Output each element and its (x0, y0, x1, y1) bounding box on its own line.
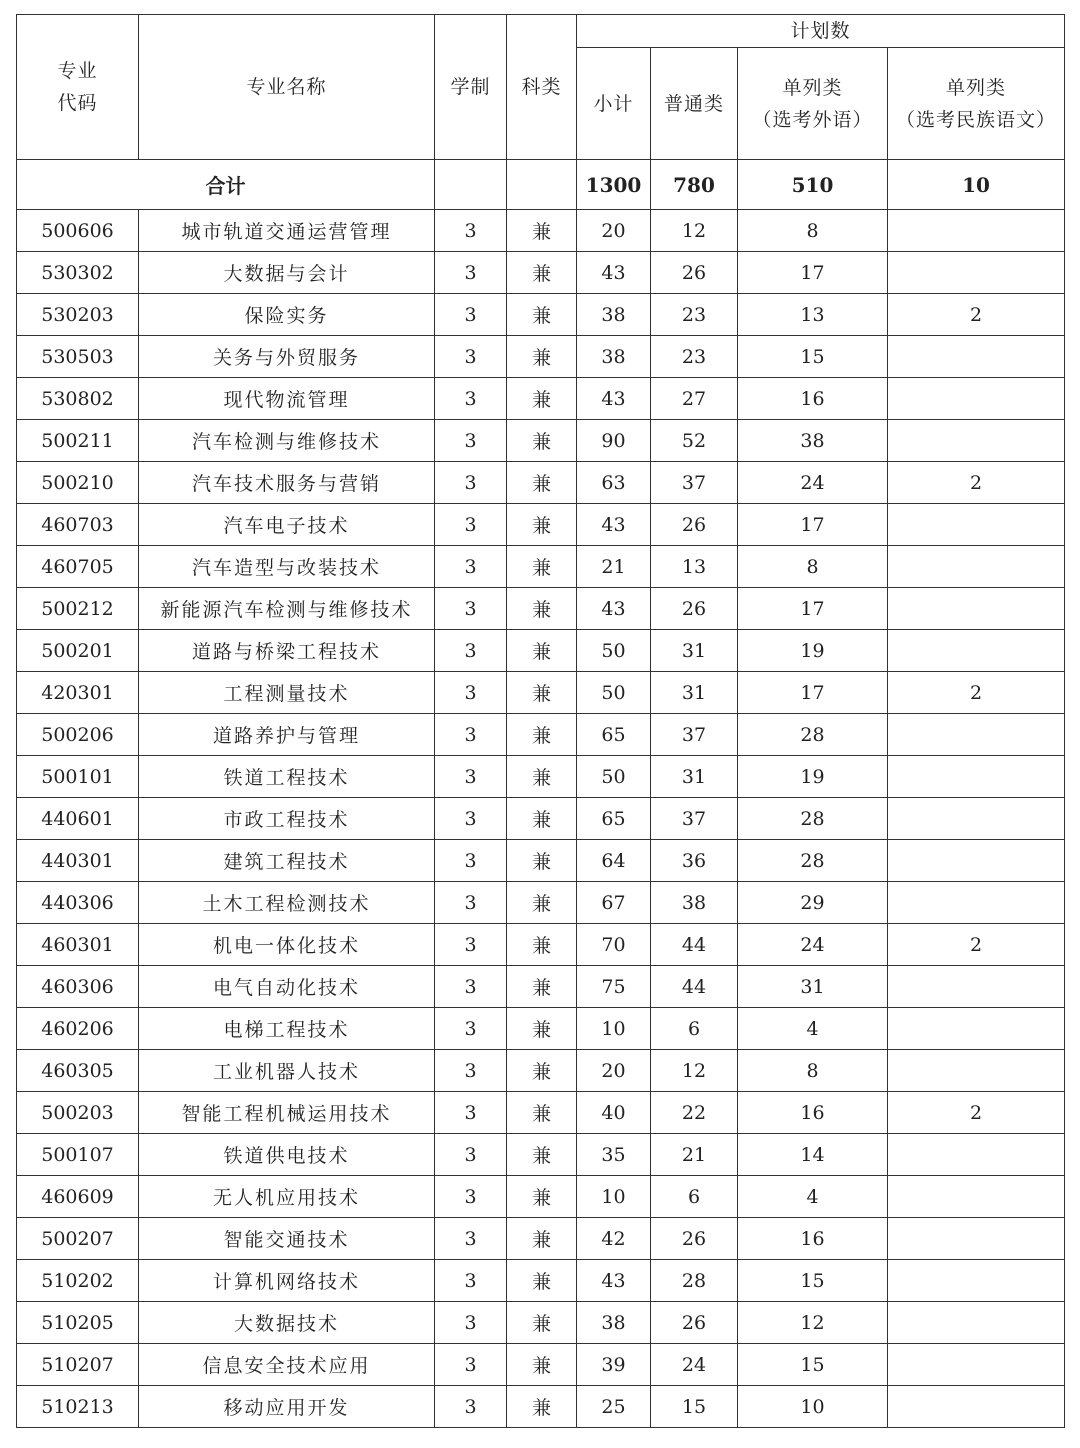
major-name-cell: 现代物流管理 (139, 378, 435, 420)
single-ethnic-cell (888, 1176, 1065, 1218)
header-duration: 学制 (435, 15, 507, 160)
subtotal-cell: 50 (577, 756, 651, 798)
subject-cell: 兼 (507, 462, 577, 504)
duration-cell: 3 (435, 1134, 507, 1176)
single-foreign-cell: 10 (738, 1386, 888, 1428)
enrollment-plan-table (16, 14, 1065, 1428)
table-row (17, 336, 1065, 378)
subtotal-cell: 10 (577, 1008, 651, 1050)
duration-cell: 3 (435, 966, 507, 1008)
subject-cell: 兼 (507, 924, 577, 966)
major-code-cell: 530802 (17, 378, 139, 420)
table-row (17, 588, 1065, 630)
subtotal-cell: 40 (577, 1092, 651, 1134)
regular-cell: 21 (651, 1134, 738, 1176)
regular-cell: 27 (651, 378, 738, 420)
major-code-cell: 510205 (17, 1302, 139, 1344)
regular-cell: 13 (651, 546, 738, 588)
subtotal-cell: 39 (577, 1344, 651, 1386)
single-foreign-cell: 8 (738, 546, 888, 588)
subject-cell: 兼 (507, 756, 577, 798)
subtotal-cell: 21 (577, 546, 651, 588)
major-code-cell: 510213 (17, 1386, 139, 1428)
regular-cell: 44 (651, 924, 738, 966)
table-row (17, 1008, 1065, 1050)
subject-cell: 兼 (507, 1386, 577, 1428)
duration-cell: 3 (435, 462, 507, 504)
single-foreign-cell: 4 (738, 1008, 888, 1050)
major-name-cell: 计算机网络技术 (139, 1260, 435, 1302)
single-ethnic-cell: 2 (888, 1092, 1065, 1134)
duration-cell: 3 (435, 1302, 507, 1344)
table-row (17, 1344, 1065, 1386)
subject-cell: 兼 (507, 1344, 577, 1386)
subject-cell: 兼 (507, 252, 577, 294)
table-row (17, 420, 1065, 462)
single-foreign-cell: 31 (738, 966, 888, 1008)
header-plan-count: 计划数 (577, 15, 1065, 48)
major-code-cell: 420301 (17, 672, 139, 714)
regular-cell: 22 (651, 1092, 738, 1134)
single-foreign-cell: 28 (738, 714, 888, 756)
duration-cell: 3 (435, 672, 507, 714)
header-regular: 普通类 (651, 48, 738, 160)
single-foreign-cell: 29 (738, 882, 888, 924)
subject-cell: 兼 (507, 588, 577, 630)
duration-cell: 3 (435, 252, 507, 294)
single-foreign-cell: 19 (738, 756, 888, 798)
regular-cell: 12 (651, 1050, 738, 1092)
subtotal-cell: 50 (577, 630, 651, 672)
regular-cell: 26 (651, 1218, 738, 1260)
subject-cell: 兼 (507, 840, 577, 882)
duration-cell: 3 (435, 798, 507, 840)
subject-cell: 兼 (507, 378, 577, 420)
subject-cell: 兼 (507, 798, 577, 840)
single-ethnic-cell (888, 882, 1065, 924)
subtotal-cell: 20 (577, 210, 651, 252)
subject-cell: 兼 (507, 210, 577, 252)
table-row (17, 294, 1065, 336)
major-code-cell: 500101 (17, 756, 139, 798)
subtotal-cell: 50 (577, 672, 651, 714)
major-name-cell: 新能源汽车检测与维修技术 (139, 588, 435, 630)
major-code-cell: 460705 (17, 546, 139, 588)
single-foreign-cell: 17 (738, 252, 888, 294)
single-ethnic-cell (888, 378, 1065, 420)
total-regular: 780 (651, 160, 738, 210)
duration-cell: 3 (435, 882, 507, 924)
single-ethnic-cell (888, 840, 1065, 882)
header-subtotal: 小计 (577, 48, 651, 160)
duration-cell: 3 (435, 336, 507, 378)
total-foreign: 510 (738, 160, 888, 210)
subtotal-cell: 43 (577, 1260, 651, 1302)
major-name-cell: 铁道供电技术 (139, 1134, 435, 1176)
major-code-cell: 500211 (17, 420, 139, 462)
subject-cell: 兼 (507, 966, 577, 1008)
single-ethnic-cell: 2 (888, 294, 1065, 336)
subtotal-cell: 70 (577, 924, 651, 966)
single-ethnic-cell (888, 546, 1065, 588)
regular-cell: 26 (651, 252, 738, 294)
total-row (17, 160, 1065, 210)
major-name-cell: 土木工程检测技术 (139, 882, 435, 924)
subtotal-cell: 90 (577, 420, 651, 462)
major-name-cell: 大数据技术 (139, 1302, 435, 1344)
single-ethnic-cell (888, 1386, 1065, 1428)
single-ethnic-cell: 2 (888, 924, 1065, 966)
single-foreign-cell: 19 (738, 630, 888, 672)
duration-cell: 3 (435, 1092, 507, 1134)
duration-cell: 3 (435, 1344, 507, 1386)
table-row (17, 1176, 1065, 1218)
regular-cell: 31 (651, 630, 738, 672)
single-foreign-cell: 4 (738, 1176, 888, 1218)
major-name-cell: 道路与桥梁工程技术 (139, 630, 435, 672)
major-name-cell: 市政工程技术 (139, 798, 435, 840)
subject-cell: 兼 (507, 1008, 577, 1050)
single-foreign-cell: 13 (738, 294, 888, 336)
single-ethnic-cell (888, 1050, 1065, 1092)
regular-cell: 37 (651, 462, 738, 504)
single-ethnic-cell (888, 420, 1065, 462)
subtotal-cell: 38 (577, 1302, 651, 1344)
regular-cell: 23 (651, 294, 738, 336)
duration-cell: 3 (435, 1050, 507, 1092)
major-code-cell: 460305 (17, 1050, 139, 1092)
duration-cell: 3 (435, 1218, 507, 1260)
subject-cell: 兼 (507, 1176, 577, 1218)
subtotal-cell: 38 (577, 294, 651, 336)
duration-cell: 3 (435, 420, 507, 462)
duration-cell: 3 (435, 210, 507, 252)
regular-cell: 15 (651, 1386, 738, 1428)
table-row (17, 672, 1065, 714)
single-foreign-cell: 17 (738, 672, 888, 714)
major-code-cell: 530302 (17, 252, 139, 294)
single-foreign-cell: 8 (738, 210, 888, 252)
duration-cell: 3 (435, 588, 507, 630)
major-name-cell: 大数据与会计 (139, 252, 435, 294)
single-foreign-cell: 15 (738, 1260, 888, 1302)
table-row (17, 630, 1065, 672)
header-single-foreign: 单列类 （选考外语） (738, 48, 888, 160)
single-foreign-cell: 16 (738, 1218, 888, 1260)
single-foreign-cell: 24 (738, 924, 888, 966)
major-code-cell: 500203 (17, 1092, 139, 1134)
subtotal-cell: 38 (577, 336, 651, 378)
regular-cell: 28 (651, 1260, 738, 1302)
table-row (17, 504, 1065, 546)
header-single-ethnic: 单列类 （选考民族语文） (888, 48, 1065, 160)
header-subject: 科类 (507, 15, 577, 160)
major-code-cell: 500210 (17, 462, 139, 504)
major-name-cell: 汽车技术服务与营销 (139, 462, 435, 504)
regular-cell: 26 (651, 588, 738, 630)
duration-cell: 3 (435, 714, 507, 756)
table-row (17, 378, 1065, 420)
subject-cell: 兼 (507, 546, 577, 588)
duration-cell: 3 (435, 1260, 507, 1302)
major-name-cell: 道路养护与管理 (139, 714, 435, 756)
single-ethnic-cell (888, 966, 1065, 1008)
subject-cell: 兼 (507, 1260, 577, 1302)
major-name-cell: 铁道工程技术 (139, 756, 435, 798)
major-name-cell: 建筑工程技术 (139, 840, 435, 882)
table-row (17, 546, 1065, 588)
duration-cell: 3 (435, 1386, 507, 1428)
subtotal-cell: 35 (577, 1134, 651, 1176)
subtotal-cell: 42 (577, 1218, 651, 1260)
regular-cell: 6 (651, 1008, 738, 1050)
major-name-cell: 移动应用开发 (139, 1386, 435, 1428)
subject-cell: 兼 (507, 336, 577, 378)
regular-cell: 37 (651, 798, 738, 840)
regular-cell: 31 (651, 672, 738, 714)
header-major-name: 专业名称 (139, 15, 435, 160)
major-code-cell: 500201 (17, 630, 139, 672)
single-foreign-cell: 24 (738, 462, 888, 504)
single-ethnic-cell (888, 588, 1065, 630)
duration-cell: 3 (435, 924, 507, 966)
table-row (17, 798, 1065, 840)
single-ethnic-cell (888, 1218, 1065, 1260)
single-ethnic-cell (888, 1260, 1065, 1302)
major-name-cell: 汽车检测与维修技术 (139, 420, 435, 462)
single-foreign-cell: 16 (738, 378, 888, 420)
major-code-cell: 460306 (17, 966, 139, 1008)
major-code-cell: 460703 (17, 504, 139, 546)
major-code-cell: 500207 (17, 1218, 139, 1260)
subtotal-cell: 67 (577, 882, 651, 924)
total-ethnic: 10 (888, 160, 1065, 210)
major-name-cell: 关务与外贸服务 (139, 336, 435, 378)
major-name-cell: 电气自动化技术 (139, 966, 435, 1008)
single-ethnic-cell (888, 798, 1065, 840)
single-foreign-cell: 15 (738, 1344, 888, 1386)
subtotal-cell: 43 (577, 252, 651, 294)
subtotal-cell: 65 (577, 714, 651, 756)
subject-cell: 兼 (507, 1302, 577, 1344)
table-row (17, 1302, 1065, 1344)
major-code-cell: 500107 (17, 1134, 139, 1176)
regular-cell: 37 (651, 714, 738, 756)
subtotal-cell: 75 (577, 966, 651, 1008)
single-foreign-cell: 17 (738, 588, 888, 630)
single-foreign-cell: 16 (738, 1092, 888, 1134)
subtotal-cell: 43 (577, 588, 651, 630)
duration-cell: 3 (435, 630, 507, 672)
major-code-cell: 460301 (17, 924, 139, 966)
total-duration (435, 160, 507, 210)
subject-cell: 兼 (507, 294, 577, 336)
subject-cell: 兼 (507, 420, 577, 462)
major-code-cell: 460206 (17, 1008, 139, 1050)
subtotal-cell: 64 (577, 840, 651, 882)
total-subject (507, 160, 577, 210)
subject-cell: 兼 (507, 714, 577, 756)
table-row (17, 882, 1065, 924)
major-code-cell: 510202 (17, 1260, 139, 1302)
subject-cell: 兼 (507, 504, 577, 546)
table-row (17, 756, 1065, 798)
single-ethnic-cell (888, 630, 1065, 672)
table-row (17, 840, 1065, 882)
total-label: 合计 (17, 160, 435, 210)
subject-cell: 兼 (507, 1092, 577, 1134)
table-row (17, 252, 1065, 294)
regular-cell: 26 (651, 1302, 738, 1344)
regular-cell: 52 (651, 420, 738, 462)
single-foreign-cell: 14 (738, 1134, 888, 1176)
table-row (17, 1386, 1065, 1428)
single-ethnic-cell (888, 210, 1065, 252)
subtotal-cell: 65 (577, 798, 651, 840)
table-row (17, 924, 1065, 966)
subtotal-cell: 43 (577, 378, 651, 420)
major-name-cell: 工程测量技术 (139, 672, 435, 714)
single-ethnic-cell: 2 (888, 672, 1065, 714)
single-foreign-cell: 12 (738, 1302, 888, 1344)
major-name-cell: 城市轨道交通运营管理 (139, 210, 435, 252)
major-name-cell: 汽车造型与改装技术 (139, 546, 435, 588)
major-name-cell: 电梯工程技术 (139, 1008, 435, 1050)
table-row (17, 210, 1065, 252)
subtotal-cell: 20 (577, 1050, 651, 1092)
major-code-cell: 530503 (17, 336, 139, 378)
subtotal-cell: 63 (577, 462, 651, 504)
regular-cell: 24 (651, 1344, 738, 1386)
table-row (17, 966, 1065, 1008)
single-ethnic-cell (888, 504, 1065, 546)
table-row (17, 714, 1065, 756)
major-name-cell: 保险实务 (139, 294, 435, 336)
regular-cell: 26 (651, 504, 738, 546)
major-code-cell: 500206 (17, 714, 139, 756)
major-name-cell: 工业机器人技术 (139, 1050, 435, 1092)
major-name-cell: 汽车电子技术 (139, 504, 435, 546)
major-code-cell: 440601 (17, 798, 139, 840)
major-code-cell: 500606 (17, 210, 139, 252)
subject-cell: 兼 (507, 1218, 577, 1260)
regular-cell: 44 (651, 966, 738, 1008)
subject-cell: 兼 (507, 672, 577, 714)
major-code-cell: 530203 (17, 294, 139, 336)
duration-cell: 3 (435, 546, 507, 588)
single-ethnic-cell (888, 1344, 1065, 1386)
single-foreign-cell: 15 (738, 336, 888, 378)
regular-cell: 36 (651, 840, 738, 882)
header-major-code: 专业 代码 (17, 15, 139, 160)
major-name-cell: 信息安全技术应用 (139, 1344, 435, 1386)
single-ethnic-cell (888, 252, 1065, 294)
single-ethnic-cell (888, 756, 1065, 798)
regular-cell: 12 (651, 210, 738, 252)
major-name-cell: 智能交通技术 (139, 1218, 435, 1260)
major-code-cell: 500212 (17, 588, 139, 630)
regular-cell: 23 (651, 336, 738, 378)
single-foreign-cell: 8 (738, 1050, 888, 1092)
regular-cell: 38 (651, 882, 738, 924)
regular-cell: 6 (651, 1176, 738, 1218)
subject-cell: 兼 (507, 1050, 577, 1092)
single-foreign-cell: 28 (738, 840, 888, 882)
subject-cell: 兼 (507, 1134, 577, 1176)
single-ethnic-cell (888, 1134, 1065, 1176)
major-code-cell: 440306 (17, 882, 139, 924)
single-foreign-cell: 17 (738, 504, 888, 546)
major-name-cell: 智能工程机械运用技术 (139, 1092, 435, 1134)
subtotal-cell: 10 (577, 1176, 651, 1218)
table-row (17, 1050, 1065, 1092)
table-row (17, 1134, 1065, 1176)
table-row (17, 1218, 1065, 1260)
duration-cell: 3 (435, 378, 507, 420)
table-row (17, 1260, 1065, 1302)
major-name-cell: 机电一体化技术 (139, 924, 435, 966)
single-foreign-cell: 28 (738, 798, 888, 840)
major-code-cell: 460609 (17, 1176, 139, 1218)
subject-cell: 兼 (507, 882, 577, 924)
single-ethnic-cell (888, 336, 1065, 378)
duration-cell: 3 (435, 504, 507, 546)
total-subtotal: 1300 (577, 160, 651, 210)
duration-cell: 3 (435, 1176, 507, 1218)
major-code-cell: 440301 (17, 840, 139, 882)
subtotal-cell: 25 (577, 1386, 651, 1428)
single-ethnic-cell (888, 1302, 1065, 1344)
major-name-cell: 无人机应用技术 (139, 1176, 435, 1218)
single-ethnic-cell (888, 1008, 1065, 1050)
table-row (17, 462, 1065, 504)
duration-cell: 3 (435, 756, 507, 798)
duration-cell: 3 (435, 1008, 507, 1050)
subtotal-cell: 43 (577, 504, 651, 546)
single-ethnic-cell: 2 (888, 462, 1065, 504)
major-code-cell: 510207 (17, 1344, 139, 1386)
table-row (17, 1092, 1065, 1134)
duration-cell: 3 (435, 840, 507, 882)
single-ethnic-cell (888, 714, 1065, 756)
subject-cell: 兼 (507, 630, 577, 672)
duration-cell: 3 (435, 294, 507, 336)
single-foreign-cell: 38 (738, 420, 888, 462)
regular-cell: 31 (651, 756, 738, 798)
